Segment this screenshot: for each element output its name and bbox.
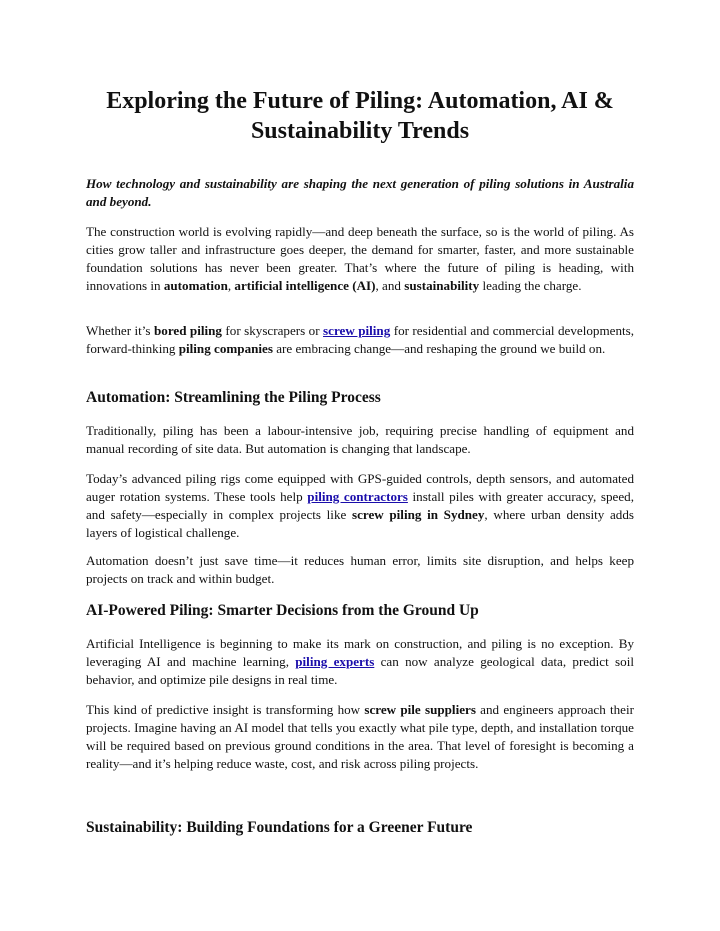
- text-run: leading the charge.: [479, 278, 582, 293]
- piling-contractors-link[interactable]: piling contractors: [307, 489, 408, 504]
- ai-heading: AI-Powered Piling: Smarter Decisions from the Ground Up: [86, 602, 479, 619]
- text-run: and engineers approach their projects. Imagine having an AI model that tells you exactly what pile type, depth, and installation torque will be required based on previous ground conditions in the area. That level of foresight is becoming a reality—and it’s helping reduce waste, cost, and risk across piling projects.: [86, 702, 634, 771]
- text-run: ,: [227, 278, 235, 293]
- automation-paragraph-1: Traditionally, piling has been a labour-intensive job, requiring precise handling of equipment and manual recording of site data. But automation is changing that landscape.: [86, 423, 634, 456]
- ai-paragraph-2: [86, 701, 634, 773]
- text-run: for residential and commercial developments, forward-thinking: [86, 323, 635, 356]
- automation-heading: Automation: Streamlining the Piling Process: [86, 389, 381, 406]
- text-run: install piles with greater accuracy, speed, and safety—especially in complex projects like: [86, 489, 634, 522]
- automation-paragraph-3: Automation doesn’t just save time—it reduces human error, limits site disruption, and helps keep projects on track and within budget.: [86, 553, 634, 586]
- document-subtitle: How technology and sustainability are shaping the next generation of piling solutions in Australia and beyond.: [86, 176, 634, 209]
- text-run: This kind of predictive insight is transforming how: [86, 702, 365, 717]
- piling-experts-link[interactable]: piling experts: [295, 654, 375, 669]
- intro-paragraph-1: [86, 223, 634, 295]
- text-run: Artificial Intelligence is beginning to make its mark on construction, and piling is no exception. By leveraging AI and machine learning,: [86, 636, 634, 669]
- bold-ai: artificial intelligence (AI): [234, 278, 376, 293]
- sustainability-heading: Sustainability: Building Foundations for a Greener Future: [86, 819, 473, 836]
- text-run: , and: [375, 278, 405, 293]
- text-run: can now analyze geological data, predict soil behavior, and optimize pile designs in real time.: [86, 654, 634, 687]
- bold-sustainability: sustainability: [404, 278, 480, 293]
- document-title: Exploring the Future of Piling: Automation, AI & Sustainability Trends: [106, 88, 614, 144]
- text-run: are embracing change—and reshaping the ground we build on.: [272, 341, 606, 356]
- ai-paragraph-1: [86, 635, 634, 689]
- text-run: Whether it’s: [86, 323, 154, 338]
- intro-paragraph-2: [86, 322, 634, 358]
- bold-screw-pile-suppliers: screw pile suppliers: [364, 702, 476, 717]
- screw-piling-link[interactable]: screw piling: [323, 323, 391, 338]
- bold-bored-piling: bored piling: [153, 323, 222, 338]
- bold-piling-companies: piling companies: [178, 341, 273, 356]
- text-run: for skyscrapers or: [221, 323, 324, 338]
- text-run: The construction world is evolving rapidly—and deep beneath the surface, so is the world of piling. As cities grow taller and infrastructure goes deeper, the demand for smarter, faster, and more sustainable foundation solutions has never been greater. That’s where the future of piling is heading, with innovations in: [86, 224, 634, 293]
- automation-paragraph-2: [86, 470, 634, 542]
- bold-automation: automation: [163, 278, 228, 293]
- bold-screw-piling-sydney: screw piling in Sydney: [351, 507, 485, 522]
- text-run: , where urban density adds layers of logistical challenge.: [86, 507, 634, 540]
- text-run: Today’s advanced piling rigs come equipped with GPS-guided controls, depth sensors, and automated auger rotation systems. These tools help: [86, 471, 634, 504]
